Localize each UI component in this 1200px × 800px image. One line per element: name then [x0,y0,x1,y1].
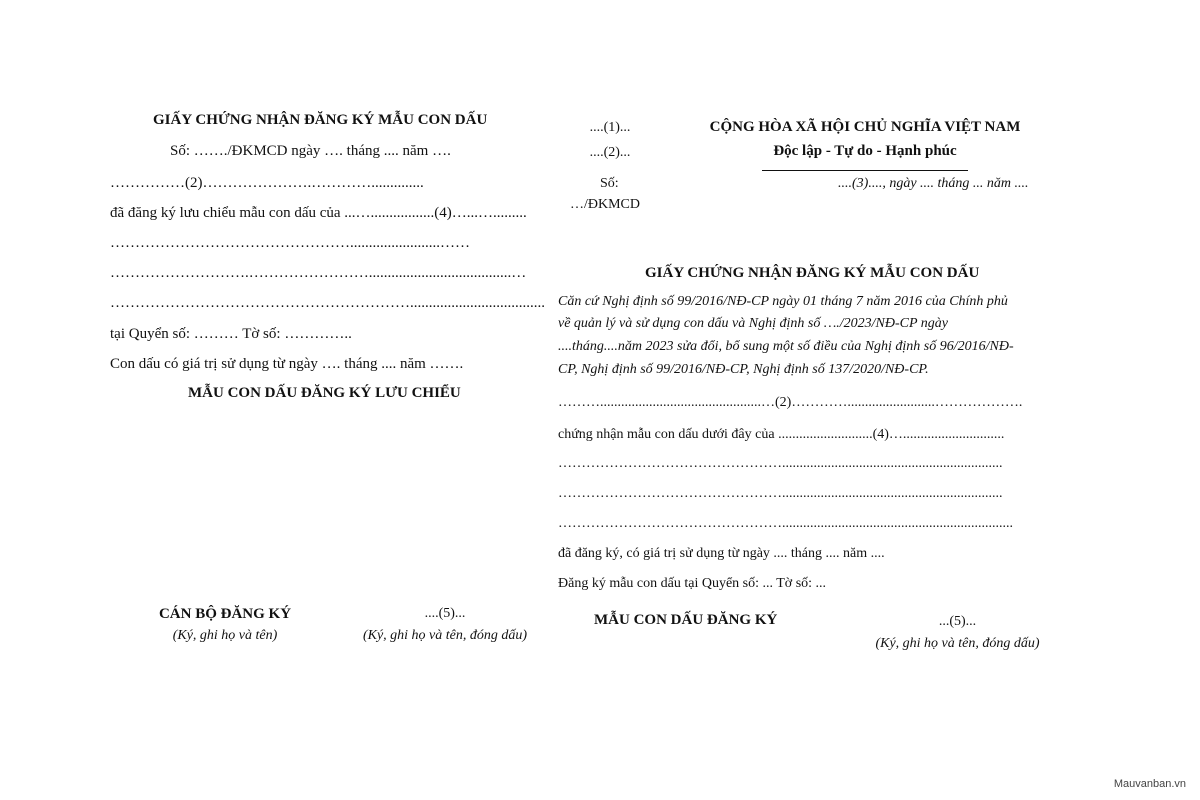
main-book-line: Đăng ký mẫu con dấu tại Quyển số: ... Tờ số: ... [558,576,827,591]
stub-officer-title: CÁN BỘ ĐĂNG KÝ [158,606,292,622]
stub-blank-line-2: ……………………….……………………......................................… [110,265,527,281]
stub-field-2: ……………(2)………………….………….............. [110,175,424,191]
main-blank-line-2: …………………………………………............................................................... [558,486,1003,501]
basis-line-4: CP, Nghị định số 99/2016/NĐ-CP, Nghị định số 137/2020/NĐ-CP. [558,362,929,377]
basis-line-1: Căn cứ Nghị định số 99/2016/NĐ-CP ngày 01 tháng 7 năm 2016 của Chính phủ [558,294,1008,309]
stub-title: GIẤY CHỨNG NHẬN ĐĂNG KÝ MẪU CON DẤU [153,112,488,128]
main-authority-title: ...(5)... [938,614,977,629]
main-validity-line: đã đăng ký, có giá trị sử dụng từ ngày .... tháng .... năm .... [558,546,885,561]
main-number-code: …/ĐKMCD [570,197,641,212]
main-title: GIẤY CHỨNG NHẬN ĐĂNG KÝ MẪU CON DẤU [645,265,980,281]
stub-authority-title: ....(5)... [424,606,466,621]
watermark: Mauvanban.vn [1113,778,1186,790]
stub-authority-note: (Ký, ghi họ và tên, đóng dấu) [362,628,528,643]
main-blank-line-3: ………………………………………….................................................................. [558,516,1013,531]
basis-line-3: ....tháng....năm 2023 sửa đổi, bổ sung một số điều của Nghị định số 96/2016/NĐ- [558,339,1014,354]
main-date-line: ....(3)...., ngày .... tháng ... năm .... [838,176,1029,191]
main-agency-line-1: ....(1)... [589,120,631,135]
main-blank-line-1: …………………………………………............................................................... [558,456,1003,471]
motto-divider [762,170,968,171]
stub-registered-line: đã đăng ký lưu chiểu mẫu con dấu của ...….................(4)…...…......... [110,205,527,221]
main-certify-line: chứng nhận mẫu con dấu dưới đây của ...........................(4)…............................. [558,427,1005,442]
stub-officer-note: (Ký, ghi họ và tên) [172,628,278,643]
main-authority-note: (Ký, ghi họ và tên, đóng dấu) [875,636,1040,651]
main-number-label: Số: [600,176,619,191]
main-agency-line-2: ....(2)... [589,145,631,160]
stub-number-line: Số: ……./ĐKMCD ngày …. tháng .... năm …. [170,143,451,159]
stub-stamp-heading: MẪU CON DẤU ĐĂNG KÝ LƯU CHIỂU [188,385,461,401]
national-motto: Độc lập - Tự do - Hạnh phúc [773,143,957,159]
main-stamp-heading: MẪU CON DẤU ĐĂNG KÝ [594,612,778,628]
stub-validity-line: Con dấu có giá trị sử dụng từ ngày …. tháng .... năm ……. [110,356,464,372]
stub-blank-line-3: …………………………………………………….................................... [110,295,545,311]
national-title: CỘNG HÒA XÃ HỘI CHỦ NGHĨA VIỆT NAM [709,119,1021,135]
stub-blank-line-1: …………………………………………........................…… [110,235,470,251]
basis-line-2: về quản lý và sử dụng con dấu và Nghị định số …./2023/NĐ-CP ngày [558,316,949,331]
main-field-2: ………..............................................…(2)………….........................………………. [558,395,1023,410]
stub-book-line: tại Quyển số: ……… Tờ số: ………….. [110,326,352,342]
